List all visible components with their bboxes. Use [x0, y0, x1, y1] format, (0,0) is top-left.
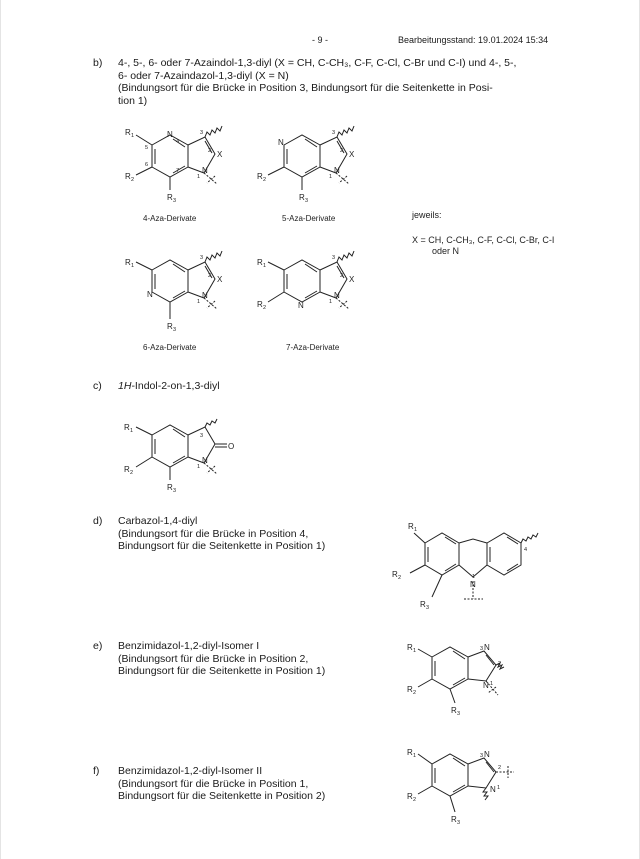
svg-text:N: N — [298, 301, 304, 310]
svg-text:1: 1 — [329, 174, 333, 180]
item-b-line1: 4-, 5-, 6- oder 7-Azaindol-1,3-diyl (X = CH, C-CH₃, C-F, C-Cl, C-Br und C-I) und 4-, 5-, — [118, 57, 517, 69]
item-d-line2: (Bindungsort für die Brücke in Position 4, — [118, 527, 309, 540]
svg-text:2: 2 — [498, 661, 502, 667]
svg-text:5: 5 — [145, 145, 149, 151]
svg-text:4: 4 — [176, 139, 180, 145]
svg-text:2: 2 — [398, 575, 402, 581]
svg-text:R: R — [407, 685, 413, 694]
caption-5-aza: 5-Aza-Derivate — [282, 214, 336, 223]
structure-7-aza — [252, 245, 367, 340]
svg-text:1: 1 — [472, 574, 476, 580]
item-b-marker: b) — [93, 57, 103, 69]
note-title: jeweils: — [412, 210, 442, 220]
svg-text:2: 2 — [498, 765, 502, 771]
r2-label: R — [125, 172, 131, 181]
svg-text:3: 3 — [200, 433, 204, 439]
svg-text:1: 1 — [263, 263, 267, 269]
svg-text:X: X — [349, 275, 355, 284]
svg-text:2: 2 — [263, 305, 267, 311]
svg-text:1: 1 — [414, 527, 418, 533]
svg-text:7: 7 — [176, 168, 180, 174]
svg-text:1: 1 — [490, 681, 494, 687]
structure-benzimidazole-i — [400, 635, 540, 720]
structure-carbazole — [390, 515, 560, 615]
item-e-marker: e) — [93, 640, 103, 652]
svg-text:3: 3 — [480, 753, 484, 759]
svg-text:X: X — [217, 275, 223, 284]
svg-text:1: 1 — [197, 174, 201, 180]
svg-text:N: N — [278, 138, 284, 147]
structure-5-aza — [252, 120, 367, 210]
svg-text:2: 2 — [208, 148, 212, 154]
svg-text:R: R — [420, 600, 426, 609]
svg-text:2: 2 — [340, 273, 344, 279]
ring-n: N — [167, 130, 173, 139]
svg-text:3: 3 — [173, 488, 177, 494]
svg-text:R: R — [257, 258, 263, 267]
svg-text:1: 1 — [130, 428, 134, 434]
svg-text:3: 3 — [173, 327, 177, 333]
svg-text:R: R — [257, 300, 263, 309]
svg-text:4: 4 — [524, 547, 528, 553]
svg-text:2: 2 — [413, 690, 417, 696]
svg-text:3: 3 — [200, 130, 204, 136]
svg-text:3: 3 — [457, 711, 461, 717]
svg-text:R: R — [407, 748, 413, 757]
svg-text:N: N — [483, 681, 489, 690]
svg-text:1: 1 — [131, 133, 135, 139]
x-label: X — [217, 150, 223, 159]
item-c-prefix: 1H — [118, 380, 132, 392]
item-f-line2: (Bindungsort für die Brücke in Position 1, — [118, 777, 309, 790]
svg-text:R: R — [407, 643, 413, 652]
item-b-line4: tion 1) — [118, 94, 148, 107]
item-f-line1: Benzimidazol-1,2-diyl-Isomer II — [118, 765, 263, 777]
svg-text:R: R — [407, 792, 413, 801]
item-b-line3: (Bindungsort für die Brücke in Position 3, Bindungsort für die Seitenkette in Posi- — [118, 82, 493, 94]
item-e-line3: Bindungsort für die Seitenkette in Position 1) — [118, 665, 326, 677]
svg-text:R: R — [124, 423, 130, 432]
svg-text:3: 3 — [332, 255, 336, 261]
caption-6-aza: 6-Aza-Derivate — [143, 343, 197, 352]
item-e-line2: (Bindungsort für die Brücke in Position 2, — [118, 652, 309, 665]
svg-text:N: N — [334, 166, 340, 175]
svg-text:1: 1 — [329, 299, 333, 305]
svg-text:3: 3 — [332, 130, 336, 136]
svg-text:1: 1 — [413, 753, 417, 759]
svg-text:R: R — [167, 322, 173, 331]
r1-label: R — [125, 128, 131, 137]
page-number: - 9 - — [312, 35, 329, 45]
edit-status: Bearbeitungsstand: 19.01.2024 15:34 — [398, 35, 549, 45]
svg-text:3: 3 — [426, 605, 430, 611]
item-d-marker: d) — [93, 515, 103, 527]
item-e-line1: Benzimidazol-1,2-diyl-Isomer I — [118, 640, 260, 652]
svg-text:N: N — [484, 643, 490, 652]
svg-text:6: 6 — [145, 162, 149, 168]
svg-text:X: X — [349, 150, 355, 159]
structure-benzimidazole-ii — [400, 742, 540, 832]
item-c-title: -Indol-2-on-1,3-diyl — [131, 380, 220, 392]
item-d-line1: Carbazol-1,4-diyl — [118, 515, 198, 527]
structure-indolone — [120, 410, 250, 500]
item-b-line2: 6- oder 7-Azaindazol-1,3-diyl (X = N) — [118, 69, 289, 82]
svg-text:2: 2 — [130, 470, 134, 476]
svg-text:3: 3 — [200, 255, 204, 261]
svg-text:R: R — [392, 570, 398, 579]
note-line2: oder N — [432, 246, 460, 256]
svg-text:2: 2 — [413, 797, 417, 803]
note-line1: X = CH, C-CH₃, C-F, C-Cl, C-Br, C-I — [412, 235, 555, 245]
svg-text:R: R — [451, 815, 457, 824]
svg-text:2: 2 — [340, 148, 344, 154]
svg-text:R: R — [408, 522, 414, 531]
svg-text:R: R — [257, 172, 263, 181]
svg-text:1: 1 — [197, 299, 201, 305]
r3-label: R — [167, 193, 173, 202]
svg-text:3: 3 — [480, 646, 484, 652]
svg-text:N: N — [470, 580, 476, 589]
svg-text:3: 3 — [173, 198, 177, 204]
structure-4-aza — [120, 120, 235, 210]
item-f-marker: f) — [93, 765, 100, 777]
svg-text:R: R — [167, 483, 173, 492]
svg-text:R: R — [299, 193, 305, 202]
svg-text:N: N — [202, 166, 208, 175]
svg-text:R: R — [125, 258, 131, 267]
svg-text:R: R — [124, 465, 130, 474]
svg-text:N: N — [484, 750, 490, 759]
item-c-marker: c) — [93, 380, 102, 392]
item-d-line3: Bindungsort für die Seitenkette in Position 1) — [118, 540, 326, 552]
svg-text:2: 2 — [131, 177, 135, 183]
svg-text:N: N — [490, 785, 496, 794]
svg-text:2: 2 — [263, 177, 267, 183]
svg-text:N: N — [147, 290, 153, 299]
caption-7-aza: 7-Aza-Derivate — [286, 343, 340, 352]
structure-6-aza — [120, 245, 235, 340]
svg-text:O: O — [228, 442, 235, 451]
svg-text:2: 2 — [208, 273, 212, 279]
svg-text:1: 1 — [497, 785, 501, 791]
svg-text:1: 1 — [197, 464, 201, 470]
caption-4-aza: 4-Aza-Derivate — [143, 214, 197, 223]
svg-text:3: 3 — [457, 820, 461, 826]
svg-text:N: N — [334, 291, 340, 300]
svg-text:N: N — [202, 291, 208, 300]
svg-text:1: 1 — [131, 263, 135, 269]
item-f-line3: Bindungsort für die Seitenkette in Position 2) — [118, 790, 326, 802]
svg-text:3: 3 — [305, 198, 309, 204]
svg-text:N: N — [202, 456, 208, 465]
svg-text:R: R — [451, 706, 457, 715]
svg-text:1: 1 — [413, 648, 417, 654]
